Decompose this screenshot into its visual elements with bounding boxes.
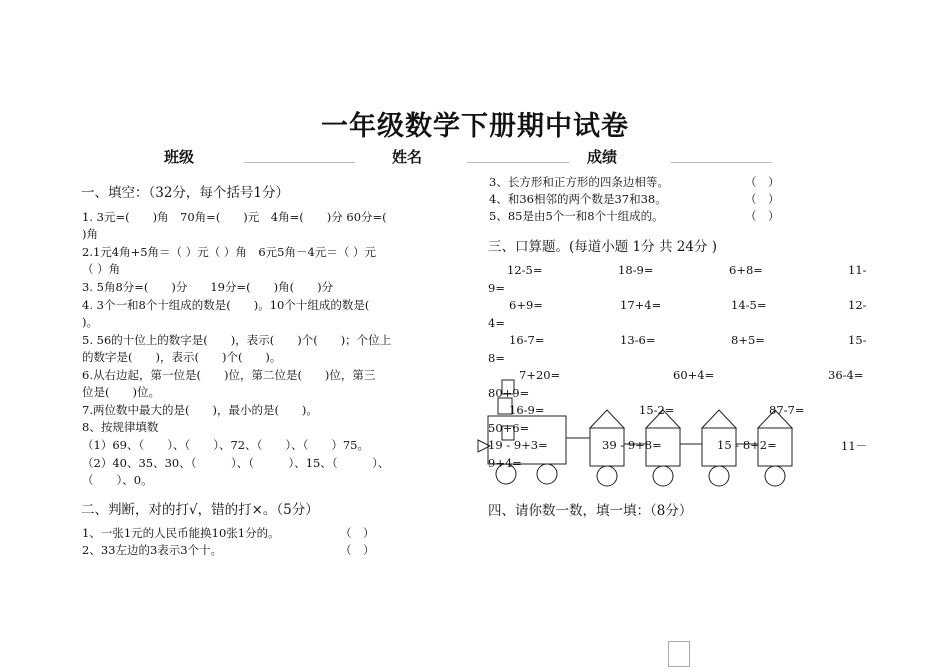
calc-item: 12- <box>848 298 867 312</box>
page-marker <box>668 641 690 667</box>
fill-line: （1）69、（ ）、（ ）、72、（ ）、（ ）75。 <box>82 438 369 452</box>
calc-item: 9= <box>488 281 505 295</box>
section3-heading: 三、口算题。(每道小题 1分 共 24分 ) <box>488 239 717 255</box>
fill-line: 的数字是( )，表示( )个( )。 <box>82 350 282 364</box>
score-label: 成绩 <box>587 148 618 166</box>
wheel <box>537 464 557 484</box>
name-label: 姓名 <box>392 148 423 166</box>
judge-item-paren[interactable]: （ ） <box>745 175 780 189</box>
page-title: 一年级数学下册期中试卷 <box>321 111 629 142</box>
calc-item: 18-9= <box>618 263 654 277</box>
wheel <box>709 466 729 486</box>
judge-item-paren[interactable]: （ ） <box>340 526 375 540</box>
calc-item: 13-6= <box>620 333 656 347</box>
calc-item: 11－ <box>841 439 868 453</box>
calc-item: 16-9= <box>509 403 545 417</box>
calc-item: 87-7= <box>769 403 805 417</box>
car-roof <box>702 410 736 428</box>
fill-line: 2.1元4角+5角＝（ ）元（ ）角 6元5角－4元＝（ ）元 <box>82 245 376 259</box>
fill-line: （ ）角 <box>82 262 121 276</box>
fill-line: （2）40、35、30、（ ）、（ ）、15、（ ）、 <box>82 456 390 470</box>
calc-item: 7+20= <box>519 368 561 382</box>
calc-item: 39 - 9+8= <box>602 438 662 452</box>
calc-item: 36-4= <box>828 368 864 382</box>
fill-line: （ ）、0。 <box>82 473 153 487</box>
calc-item: 4= <box>488 316 505 330</box>
section2-heading: 二、判断，对的打√，错的打×。（5分） <box>81 502 319 518</box>
calc-item: 19 - 9+3= <box>488 438 548 452</box>
wheel <box>597 466 617 486</box>
section4-heading: 四、请你数一数，填一填：（8分） <box>488 503 693 519</box>
section1-heading: 一、填空：（32分，每个括号1分） <box>81 185 290 201</box>
class-label: 班级 <box>164 148 195 166</box>
fill-line: 6.从右边起，第一位是( )位，第二位是( )位，第三 <box>82 368 376 382</box>
fill-line: 1. 3元=( )角 70角=( )元 4角=( )分 60分=( <box>82 210 387 224</box>
calc-item: 17+4= <box>620 298 662 312</box>
judge-item-paren[interactable]: （ ） <box>745 192 780 206</box>
judge-item-text: 2、33左边的3表示3个十。 <box>82 543 223 557</box>
judge-item-text: 3、长方形和正方形的四条边相等。 <box>489 175 669 189</box>
fill-line: )角 <box>82 227 98 241</box>
calc-item: 9+4= <box>488 456 522 470</box>
wheel <box>765 466 785 486</box>
judge-item-text: 5、85是由5个一和8个十组成的。 <box>489 209 664 223</box>
wheel <box>653 466 673 486</box>
calc-item: 6+8= <box>729 263 763 277</box>
calc-item: 14-5= <box>731 298 767 312</box>
calc-item: 15 - 8+2= <box>717 438 777 452</box>
calc-item: 8+5= <box>731 333 765 347</box>
fill-line: 7.两位数中最大的是( )，最小的是( )。 <box>82 403 318 417</box>
name-underline[interactable] <box>467 162 569 163</box>
calc-item: 11- <box>848 263 867 277</box>
calc-item: 15-2= <box>639 403 675 417</box>
calc-item: 8= <box>488 351 505 365</box>
judge-item-text: 1、一张1元的人民币能换10张1分的。 <box>82 526 280 540</box>
judge-item-paren[interactable]: （ ） <box>340 543 375 557</box>
judge-item-paren[interactable]: （ ） <box>745 209 780 223</box>
calc-item: 50+6= <box>488 421 530 435</box>
calc-item: 16-7= <box>509 333 545 347</box>
judge-item-text: 4、和36相邻的两个数是37和38。 <box>489 192 667 206</box>
fill-line: 5. 56的十位上的数字是( )，表示( )个( )；个位上 <box>82 333 392 347</box>
fill-line: 8、按规律填数 <box>82 420 159 434</box>
calc-item: 12-5= <box>507 263 543 277</box>
fill-line: )。 <box>82 315 98 329</box>
calc-item: 6+9= <box>509 298 543 312</box>
class-underline[interactable] <box>244 162 355 163</box>
car-roof <box>590 410 624 428</box>
calc-item: 15- <box>848 333 867 347</box>
calc-item: 80+9= <box>488 386 530 400</box>
fill-line: 3. 5角8分=( )分 19分=( )角( )分 <box>82 280 334 294</box>
fill-line: 位是( )位。 <box>82 385 160 399</box>
score-underline[interactable] <box>671 162 772 163</box>
calc-item: 60+4= <box>673 368 715 382</box>
fill-line: 4. 3个一和8个十组成的数是( )。10个十组成的数是( <box>82 298 370 312</box>
